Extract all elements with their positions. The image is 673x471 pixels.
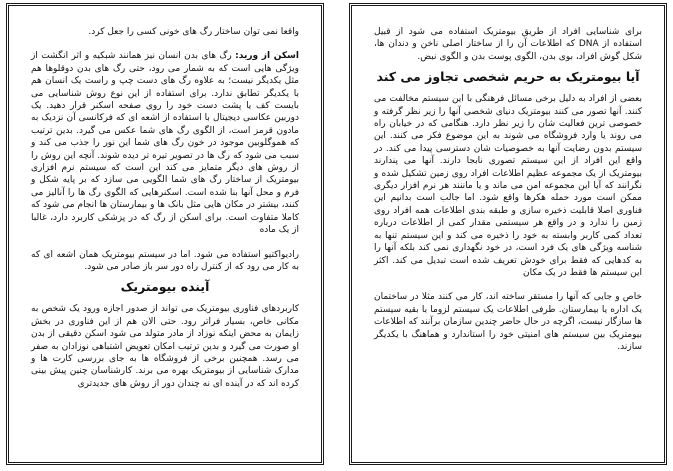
future-paragraph: کاربردهای فناوری بیومتریک می تواند از صدور اجازه ورود یک شخص به مکانی خاص، بسیار فراتر رود. حتی الان هم از این فناوری در بخش زایمان به محض اینکه نوزاد از مادر متولد می شود اسکن دقیقی از بدن او صورت می گیرد و بدین ترتیب امکان تعویض اشتباهی نوزادان به صفر می رسد. همچنین برخی از فروشگاه ها به جای بررسی کارت ها و مدارک شناسایی از بیومتریک بهره می برند. کارشناسان چنین پیش بینی کرده اند که در آینده ای نه چندان دور از روش های جدیدتری	[31, 304, 299, 389]
radioactive-paragraph: رادیواکتیو استفاده می شود. اما در سیستم بیومتریک همان اشعه ای که به کار می رود که از کنترل راه دور سر باز صادر می شود.	[31, 249, 299, 272]
intro-paragraph: واقعا نمی توان ساختار رگ های خونی کسی را جعل کرد.	[88, 27, 299, 37]
right-page	[349, 3, 667, 465]
vein-scan-body: رگ های بدن انسان نیز همانند شبکیه و اثر انگشت از ویژگی هایی است که به شمار می رود، حتی رگ های بدن دوقلوها هم مثل یکدیگر نیست؛ به علاوه رگ های دست چپ و راست یک انسان هم با یکدیگر تطابق ندارد. برای استفاده از این نوع روش شناسایی می بایست کف یا پشت دست خود را روی صفحه اسکنر قرار دهید. یک دوربین عکاسی دیجیتال با استفاده از اشعه ای که فرکانسی آن نزدیک به مادون قرمز است، از الگوی رگ های شما عکس می گیرد. بدین ترتیب که هموگلوبین موجود در خون رگ های شما این نور را جذب می کند و سبب می شود که رگ ها در تصویر تیره تر دیده شوند. آنچه این روش را از روش های دیگر متمایز می کند این است که سیستم نرم افزاری بیومتریک از ساختار رگ های شما الگویی می سازد که بر پایه شکل و فرم و محل آنها بنا شده است. اسکنرهایی که الگوی رگ ها را آنالیز می کنند، بیشتر در مکان هایی مثل بانک ها و بیمارستان ها انجام می شود که کاملا متفاوت است. برای اسکن از رگ که در پزشکی کاربرد دارد، غالبا از یک ماده	[31, 51, 299, 236]
closing-paragraph: خاص و جایی که آنها را مستقر ساخته اند، کار می کنند مثلا در ساختمان یک اداره یا بیمارستان. طرفی اطلاعات یک سیستم لزوما با بقیه سیستم ها سازگار نیست، اگرچه در حال حاضر چندین سازمان برآنند که اطلاعات بیومتریک بین سیستم های امنیتی خود را استاندارد و هماهنگ با یکدیگر سازند.	[373, 292, 642, 352]
right-page-content	[374, 26, 642, 444]
left-page-content	[31, 26, 299, 444]
top-paragraph: برای شناسایی افراد از طریق بیومتریک استفاده می شود از قبیل استفاده از DNA که اطلاعات آن را از ساختار اصلی ناخن و دندان ها، شکل گوش افراد، بوی بدن، الگوی پوست بدن و الگوی نبض.	[374, 27, 642, 62]
left-page	[6, 3, 324, 465]
vein-scan-lead: اسکن از ورید:	[235, 51, 299, 62]
vein-scan-paragraph	[31, 50, 299, 236]
privacy-heading: آیا بیومتریک به حریم شخصی تجاوز می کند	[376, 69, 640, 85]
privacy-paragraph: بعضی از افراد به دلیل برخی مسائل فرهنگی با این سیستم مخالفت می کنند. آنها تصور می کنند بیومتریک دنیای شخصی آنها را زیر نظر گرفته و خصوصی ترین فعالیت شان را زیر نظر دارد. هنگامی که در خیابان راه می روند یا وارد فروشگاه می شوند به این موضوع فکر می کنند. این سیستم بدون رضایت آنها به خصوصیات شان دسترسی پیدا می کند. در واقع این افراد از این سیستم تصوری نابجا دارند. آنها می پندارند بیومتریک از یک مجموعه عظیم اطلاعات افراد روی زمین تشکیل شده و نگرانند که آیا این مجموعه امن می ماند و یا ماننند هر نرم افزار دیگری ممکن است مورد حمله هکرها واقع شود. اما جالب است بدانیم این فناوری اصلا قابلیت ذخیره سازی و طبقه بندی اطلاعات همه افراد روی زمین را ندارد و در واقع هر سیستمی مقدار کمی از اطلاعات درباره تعداد کمی کاربر وابسته به خود را ذخیره می کند و این سیستم تنها به شناسه ویژگی های یک فرد است، در خود نگهداری نمی کند بلکه آنها را به کدهایی که فقط برای خودش تعریف شده است تبدیل می کند. اکثر این سیستم ها فقط در یک مکان	[374, 94, 642, 278]
future-heading: آینده بیومتریک	[120, 279, 210, 295]
